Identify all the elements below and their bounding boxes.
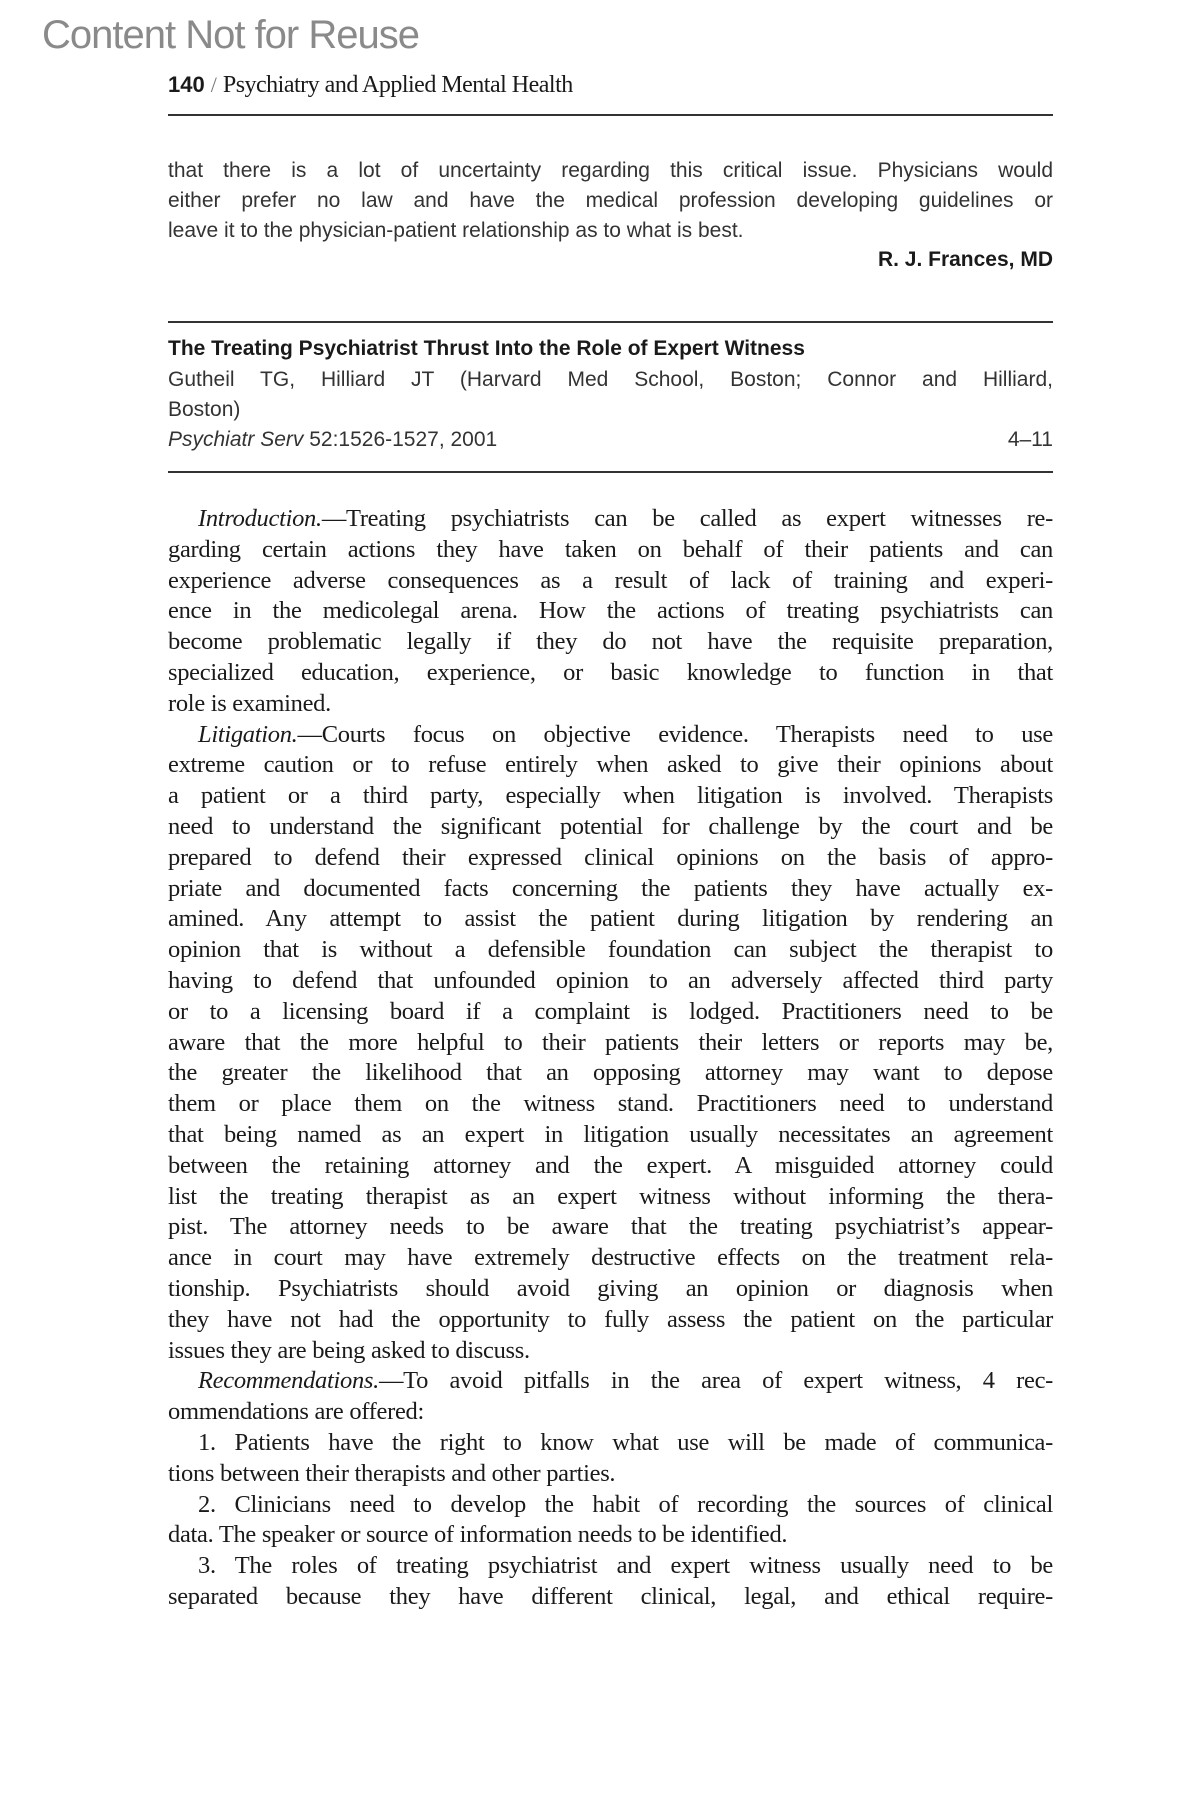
body-line	[168, 1274, 1053, 1305]
header-separator: /	[210, 72, 217, 97]
body-line	[168, 904, 1053, 935]
body-text: or to a licensing board if a complaint is lodged. Practitioners need to be	[168, 997, 1053, 1025]
body-line	[168, 504, 1053, 535]
section-lead: Recommendations.	[198, 1367, 379, 1395]
body-line	[168, 1305, 1053, 1336]
body-line	[168, 750, 1053, 781]
body-line	[168, 1243, 1053, 1274]
body-text: ance in court may have extremely destructive effects on the treatment rela-	[168, 1244, 1053, 1272]
body-text: become problematic legally if they do not have the requisite preparation,	[168, 628, 1053, 656]
body-text: priate and documented facts concerning the patients they have actually ex-	[168, 874, 1053, 902]
body-text: —Courts focus on objective evidence. Therapists need to use	[297, 720, 1053, 748]
article-title: The Treating Psychiatrist Thrust Into the Role of Expert Witness	[168, 337, 805, 360]
body-text: opinion that is without a defensible foundation can subject the therapist to	[168, 936, 1053, 964]
running-header	[168, 72, 573, 103]
text-line: leave it to the physician-patient relationship as to what is best.	[168, 219, 744, 242]
body-line	[168, 1490, 1053, 1521]
body-line	[168, 658, 1053, 689]
body-line	[168, 689, 1053, 720]
body-text: they have not had the opportunity to fully assess the patient on the particular	[168, 1305, 1053, 1333]
body-text: that being named as an expert in litigation usually necessitates an agreement	[168, 1120, 1053, 1148]
body-text: a patient or a third party, especially when litigation is involved. Therapists	[168, 782, 1053, 810]
citation-journal: Psychiatr Serv	[168, 428, 304, 451]
body-text: tionship. Psychiatrists should avoid giving an opinion or diagnosis when	[168, 1274, 1053, 1302]
citation-details: 52:1526-1527, 2001	[303, 428, 498, 451]
text-line: either prefer no law and have the medical profession developing guidelines or	[168, 189, 1053, 212]
body-line	[168, 1459, 1053, 1490]
body-text: pist. The attorney needs to be aware that the treating psychiatrist’s appear-	[168, 1213, 1053, 1241]
body-text: —To avoid pitfalls in the area of expert witness, 4 rec-	[378, 1367, 1053, 1395]
body-line	[168, 566, 1053, 597]
body-line	[168, 1582, 1053, 1613]
body-text: garding certain actions they have taken on behalf of their patients and can	[168, 535, 1053, 563]
journal-title: Psychiatry and Applied Mental Health	[222, 72, 573, 98]
body-line	[168, 596, 1053, 627]
body-text: 2. Clinicians need to develop the habit of recording the sources of clinical	[198, 1490, 1053, 1518]
body-text: issues they are being asked to discuss.	[168, 1336, 530, 1364]
body-line	[168, 535, 1053, 566]
body-line	[168, 781, 1053, 812]
watermark: Content Not for Reuse	[42, 13, 419, 57]
authors-line: Boston)	[168, 398, 241, 421]
body-line	[168, 874, 1053, 905]
section-lead: Introduction.	[198, 505, 322, 532]
body-text: 3. The roles of treating psychiatrist and expert witness usually need to be	[198, 1552, 1053, 1580]
body-text: role is examined.	[168, 689, 331, 717]
body-line	[168, 1182, 1053, 1213]
body-line	[168, 1551, 1053, 1582]
body-text: them or place them on the witness stand. Practitioners need to understand	[168, 1090, 1053, 1118]
body-text: separated because they have different clinical, legal, and ethical require-	[168, 1582, 1053, 1610]
body-line	[168, 1212, 1053, 1243]
body-line	[168, 1520, 1053, 1551]
body-line	[168, 1120, 1053, 1151]
page-number: 140	[168, 72, 205, 97]
body-line	[168, 843, 1053, 874]
body-text: data. The speaker or source of information needs to be identified.	[168, 1521, 788, 1549]
body-line	[168, 812, 1053, 843]
body-line	[168, 997, 1053, 1028]
body-text: tions between their therapists and other parties.	[168, 1459, 616, 1487]
body-line	[168, 1336, 1053, 1367]
article-body	[168, 504, 1053, 1613]
body-text: specialized education, experience, or basic knowledge to function in that	[168, 658, 1053, 686]
body-line	[168, 1028, 1053, 1059]
body-line	[168, 966, 1053, 997]
text-line: that there is a lot of uncertainty regarding this critical issue. Physicians would	[168, 159, 1053, 182]
body-text: 1. Patients have the right to know what use will be made of communica-	[198, 1428, 1053, 1456]
section-rule	[168, 471, 1053, 473]
citation-code: 4–11	[1007, 428, 1053, 451]
header-rule	[168, 114, 1053, 116]
body-line	[168, 935, 1053, 966]
previous-abstract-tail	[168, 156, 1053, 246]
body-text: aware that the more helpful to their patients their letters or reports may be,	[168, 1028, 1053, 1056]
body-text: list the treating therapist as an expert witness without informing the thera-	[168, 1182, 1053, 1210]
body-text: between the retaining attorney and the expert. A misguided attorney could	[168, 1151, 1053, 1179]
body-text: ommendations are offered:	[168, 1398, 425, 1426]
body-line	[168, 720, 1053, 751]
body-text: having to defend that unfounded opinion to an adversely affected third party	[168, 966, 1053, 994]
article-meta	[168, 365, 1053, 455]
body-line	[168, 1428, 1053, 1459]
body-line	[168, 1366, 1053, 1397]
body-text: amined. Any attempt to assist the patient during litigation by rendering an	[168, 905, 1053, 933]
body-line	[168, 627, 1053, 658]
signature: R. J. Frances, MD	[877, 248, 1053, 271]
body-text: ence in the medicolegal arena. How the actions of treating psychiatrists can	[168, 597, 1053, 625]
citation	[168, 425, 1053, 455]
body-line	[168, 1058, 1053, 1089]
body-line	[168, 1151, 1053, 1182]
section-rule	[168, 321, 1053, 323]
body-text: extreme caution or to refuse entirely when asked to give their opinions about	[168, 751, 1053, 779]
body-text: the greater the likelihood that an opposing attorney may want to depose	[168, 1059, 1053, 1087]
authors-line: Gutheil TG, Hilliard JT (Harvard Med School, Boston; Connor and Hilliard,	[168, 368, 1053, 391]
body-line	[168, 1397, 1053, 1428]
body-text: prepared to defend their expressed clinical opinions on the basis of appro-	[168, 843, 1053, 871]
body-text: need to understand the significant potential for challenge by the court and be	[168, 812, 1053, 840]
body-text: experience adverse consequences as a result of lack of training and experi-	[168, 566, 1053, 594]
body-line	[168, 1089, 1053, 1120]
body-text: —Treating psychiatrists can be called as expert witnesses re-	[321, 505, 1053, 532]
section-lead: Litigation.	[198, 720, 298, 748]
